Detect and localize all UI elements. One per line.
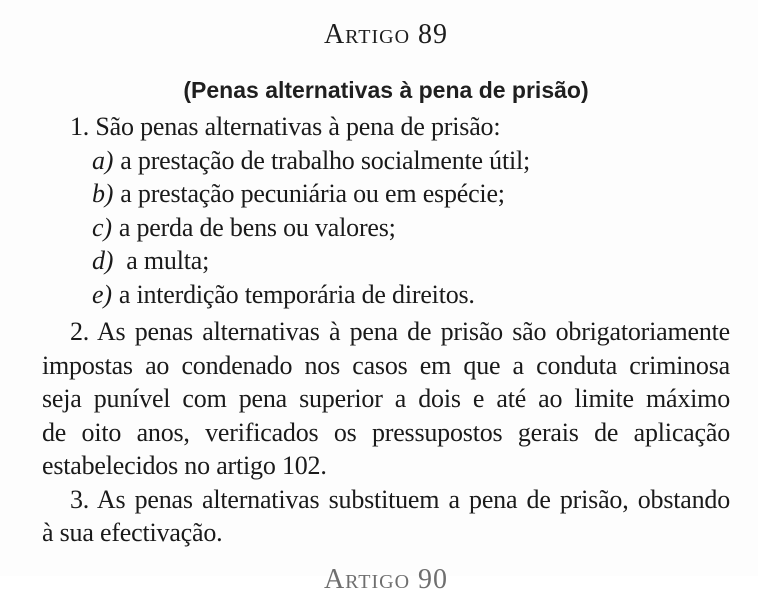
- list-item-text: a interdição temporária de direitos.: [118, 279, 475, 309]
- paragraph-2-line: impostas ao condenado nos casos em que a conduta criminosa: [42, 350, 730, 380]
- list-item-letter: a): [92, 145, 114, 175]
- list-item-letter: c): [92, 212, 112, 242]
- paragraph-2-line: seja punível com pena superior a dois e até ao limite máximo: [42, 384, 730, 413]
- list-item: [42, 278, 730, 312]
- article-subtitle: (Penas alternativas à pena de prisão): [183, 77, 589, 103]
- list-item-letter: e): [92, 279, 112, 309]
- paragraph-1-intro: 1. São penas alternativas à pena de prisão:: [70, 112, 501, 141]
- list-item: [42, 244, 730, 278]
- list-item-text: a prestação de trabalho socialmente útil;: [120, 145, 531, 175]
- paragraph-3-line: à sua efectivação.: [42, 518, 223, 547]
- paragraph-3-line: 3. As penas alternativas substituem a pena de prisão, obstando: [70, 484, 730, 514]
- paragraph-2-line: estabelecidos no artigo 102.: [42, 451, 327, 480]
- alternative-penalties-list: [42, 144, 730, 312]
- list-item: [42, 211, 730, 245]
- list-item-text: a prestação pecuniária ou em espécie;: [120, 179, 505, 208]
- paragraph-2: [42, 315, 730, 483]
- paragraph-2-line: 2. As penas alternativas à pena de prisão são obrigatoriamente: [70, 317, 730, 346]
- next-article-title-partial: Artigo 90: [323, 563, 449, 595]
- list-item-letter: d): [92, 246, 114, 275]
- list-item: [42, 144, 730, 178]
- list-item: [42, 177, 730, 211]
- list-item-letter: b): [92, 179, 114, 208]
- list-item-text: a multa;: [126, 246, 210, 275]
- article-title: Artigo 89: [323, 19, 449, 50]
- paragraph-2-line: de oito anos, verificados os pressupostos gerais de aplicação: [42, 417, 730, 447]
- paragraph-3: [42, 483, 730, 550]
- article-body: [42, 110, 730, 595]
- paragraph-1: [42, 110, 730, 311]
- list-item-text: a perda de bens ou valores;: [118, 212, 396, 242]
